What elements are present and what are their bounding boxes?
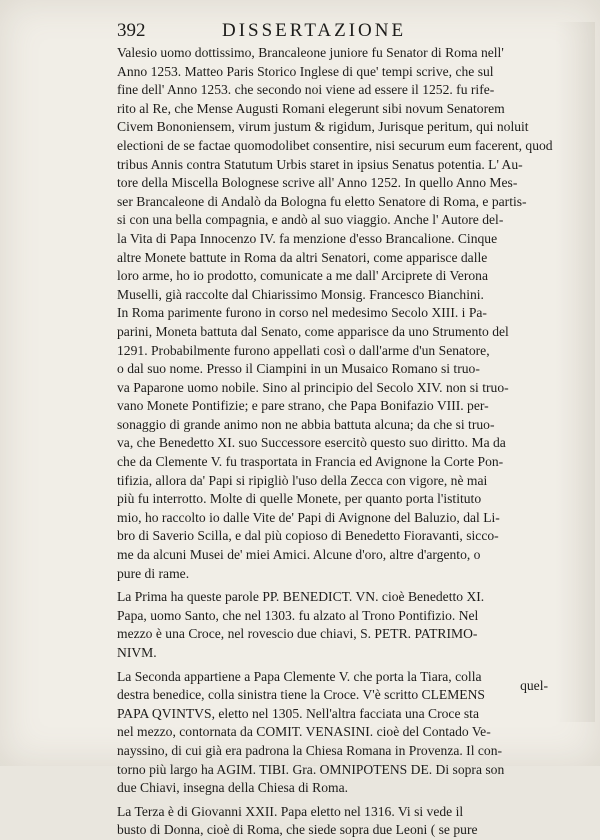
text-line: tifizia, allora da' Papi si ripigliò l'uso della Zecca con vigore, nè mai: [117, 472, 488, 488]
text-line: In Roma parimente furono in corso nel medesimo Secolo XIII. i Pa-: [117, 305, 487, 321]
running-title: DISSERTAZIONE: [222, 20, 407, 41]
text-line: che da Clemente V. fu trasportata in Francia ed Avignone la Corte Pon-: [117, 454, 504, 470]
text-line: sonaggio di grande animo non ne abbia battuta alcuna; da che si truo-: [117, 416, 495, 432]
page-header: [117, 18, 547, 42]
page-number: 392: [117, 20, 146, 41]
text-line: Anno 1253. Matteo Paris Storico Inglese di que' tempi scrive, che sul: [117, 63, 494, 79]
text-line: altre Monete battute in Roma da altri Senatori, come apparisce dalle: [117, 249, 488, 265]
text-line: parini, Moneta battuta dal Senato, come apparisce da uno Strumento del: [117, 323, 509, 339]
text-line: o dal suo nome. Presso il Ciampini in un Musaico Romano si truo-: [117, 361, 480, 377]
text-line: la Vita di Papa Innocenzo IV. fa menzione d'esso Brancalione. Cinque: [117, 230, 498, 246]
text-line: Civem Bononiensem, virum justum & rigidum, Jurisque peritum, qui noluit: [117, 119, 529, 135]
text-line: me da alcuni Musei de' miei Amici. Alcune d'oro, altre d'argento, o: [117, 547, 481, 563]
text-line: PAPA QVINTVS, eletto nel 1305. Nell'altra facciata una Croce sta: [117, 705, 479, 721]
text-line: La Terza è di Giovanni XXII. Papa eletto nel 1316. Vi si vede il: [117, 803, 464, 819]
text-line: destra benedice, colla sinistra tiene la Croce. V'è scritto CLEMENS: [117, 687, 485, 703]
catchword: quel-: [520, 678, 548, 693]
text-line: electioni de se factae quomodolibet consentire, nisi securum eum facerent, quod: [117, 137, 553, 153]
text-line: busto di Donna, cioè di Roma, che siede sopra due Leoni ( se pure: [117, 822, 478, 838]
text-line: tribus Annis contra Statutum Urbis staret in ipsius Senatus potentia. L' Au-: [117, 156, 523, 172]
text-line: vano Monete Pontifizie; e pare strano, che Papa Bonifazio VIII. per-: [117, 398, 489, 414]
text-line: più fu interrotto. Molte di quelle Monete, per quanto porta l'istituto: [117, 491, 482, 507]
text-line: La Seconda appartiene a Papa Clemente V. che porta la Tiara, colla: [117, 668, 482, 684]
text-line: NIVM.: [117, 645, 157, 660]
text-line: rito al Re, che Mense Augusti Romani elegerunt sibi novum Senatorem: [117, 100, 505, 116]
text-line: pure di rame.: [117, 565, 190, 581]
text-line: nayssino, di cui già era padrona la Chiesa Romana in Provenza. Il con-: [117, 742, 503, 758]
text-line: ser Brancaleone di Andalò da Bologna fu eletto Senatore di Roma, e partis-: [117, 193, 527, 209]
text-line: Muselli, già raccolte dal Chiarissimo Monsig. Francesco Bianchini.: [117, 286, 484, 302]
text-line: va Paparone uomo nobile. Sino al principio del Secolo XIV. non si truo-: [117, 379, 509, 395]
text-line: Papa, uomo Santo, che nel 1303. fu alzato al Trono Pontifizio. Nel: [117, 607, 479, 623]
text-line: si con una bella compagnia, e andò al suo viaggio. Anche l' Autore del-: [117, 212, 504, 228]
text-line: mezzo è una Croce, nel rovescio due chiavi, S. PETR. PATRIMO-: [117, 626, 478, 642]
text-line: nel mezzo, contornata da COMIT. VENASINI. cioè del Contado Ve-: [117, 724, 491, 740]
text-line: 1291. Probabilmente furono appellati così o dall'arme d'un Senatore,: [117, 342, 490, 358]
page-edge-shadow: [555, 22, 595, 722]
text-line: La Prima ha queste parole PP. BENEDICT. VN. cioè Benedetto XI.: [117, 589, 485, 605]
text-line: loro arme, ho io prodotto, comunicate a me dall' Arciprete di Verona: [117, 268, 488, 284]
text-line: bro di Saverio Scilla, e dal più copioso di Benedetto Fioravanti, sicco-: [117, 528, 499, 544]
text-line: tore della Miscella Bolognese scrive all' Anno 1252. In quello Anno Mes-: [117, 175, 518, 191]
text-line: Valesio uomo dottissimo, Brancaleone juniore fu Senator di Roma nell': [117, 45, 504, 60]
body-text: [117, 44, 553, 840]
text-line: torno più largo ha AGIM. TIBI. Gra. OMNIPOTENS DE. Di sopra son: [117, 761, 505, 777]
text-line: due Chiavi, insegna della Chiesa di Roma.: [117, 780, 349, 796]
text-line: mio, ho raccolto io dalle Vite de' Papi di Avignone del Baluzio, dal Li-: [117, 509, 500, 525]
text-line: fine dell' Anno 1253. che secondo noi viene ad essere il 1252. fu rife-: [117, 82, 495, 98]
text-line: va, che Benedetto XI. suo Successore esercitò questo suo diritto. Ma da: [117, 435, 506, 451]
